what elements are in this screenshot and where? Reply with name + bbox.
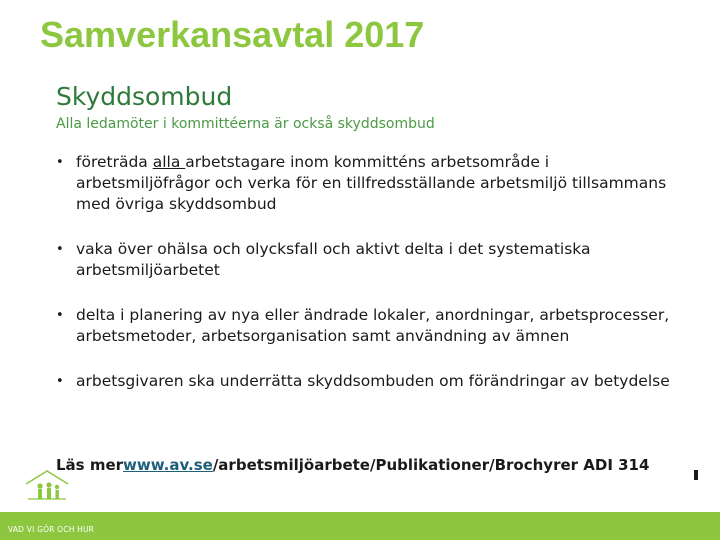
house-logo-icon <box>22 468 72 504</box>
bullet-text: delta i planering av nya eller ändrade lokaler, anordningar, arbetsprocesser, arbetsmetoder, arbetsorganisation samt användning av ämnen <box>76 306 670 345</box>
bullet-text: företräda <box>76 153 153 171</box>
bullet-text-rest: arbetstagare inom kommitténs arbetsområde i arbetsmiljöfrågor och verka för en tillfredsställande arbetsmiljö tillsammans med övriga skyddsombud <box>76 153 667 213</box>
read-more-prefix: Läs mer <box>56 456 124 474</box>
bullet-dot: • <box>56 374 64 389</box>
bullet-text: arbetsgivaren ska underrätta skyddsombuden om förändringar av betydelse <box>76 372 670 390</box>
footer-bar <box>0 512 720 540</box>
footer-text: VAD VI GÖR OCH HUR <box>8 525 95 534</box>
slide-title: Samverkansavtal 2017 <box>40 14 425 55</box>
bullet-emphasis: alla <box>152 153 186 171</box>
bullet-dot: • <box>56 308 64 323</box>
bullet-item <box>56 152 676 215</box>
bullet-text: vaka över ohälsa och olycksfall och aktivt delta i det systematiska arbetsmiljöarbetet <box>76 240 591 279</box>
bullet-item <box>56 371 676 392</box>
bullet-list <box>56 152 676 416</box>
bullet-item <box>56 239 676 281</box>
footer-marker <box>694 470 698 480</box>
slide-subsubtitle: Alla ledamöter i kommittéerna är också skyddsombud <box>56 116 435 132</box>
slide-subtitle: Skyddsombud <box>56 82 233 111</box>
read-more-suffix: /arbetsmiljöarbete/Publikationer/Brochyrer ADI 314 <box>212 456 650 474</box>
av-se-link[interactable]: www.av.se <box>123 456 213 474</box>
read-more-line <box>56 456 649 474</box>
bullet-dot: • <box>56 242 64 257</box>
bullet-dot: • <box>56 155 64 170</box>
bullet-item <box>56 305 676 347</box>
